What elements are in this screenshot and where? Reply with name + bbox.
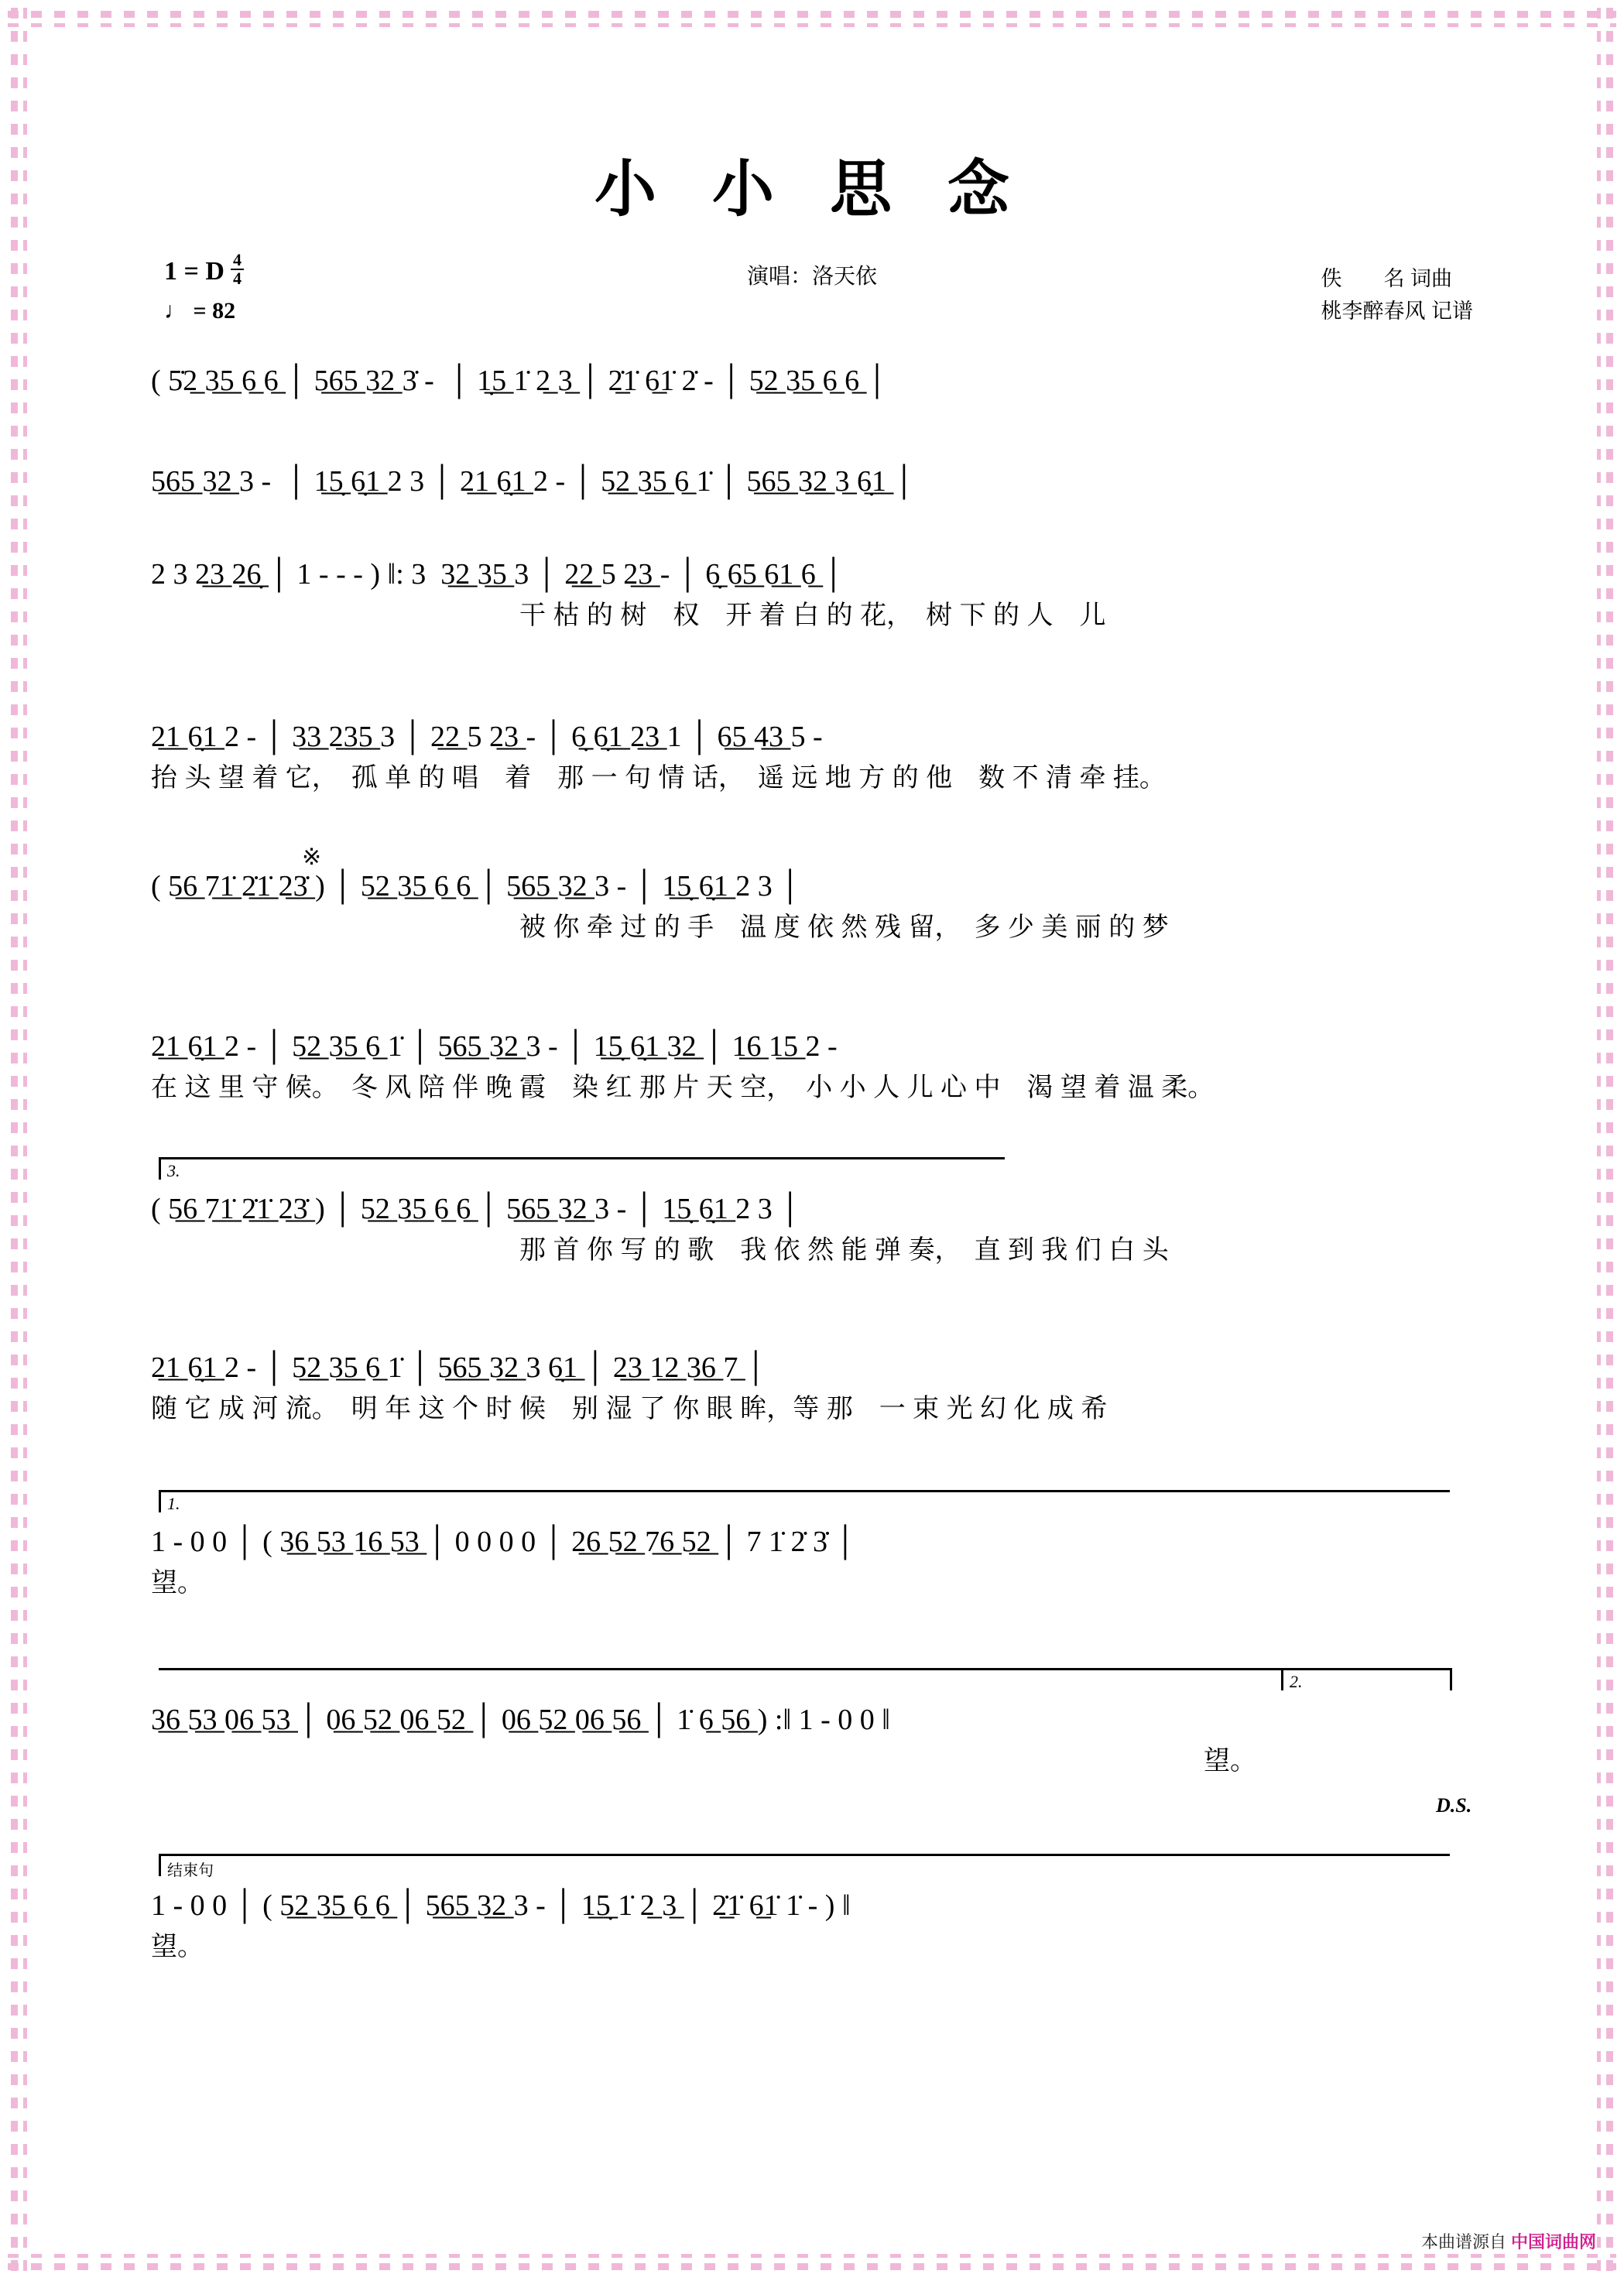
ending-bracket-3: [159, 1157, 1005, 1180]
coda-bracket: [159, 1854, 1450, 1879]
singer-label: 演唱：洛天依: [746, 264, 877, 288]
lyrics-row: 望。: [151, 1932, 204, 1961]
notation-row: ( 5̲6̲ 7̲1̲̇ 2̲̇1̲̇ 2̲3̲̇ ) │ 5̲2̲ 3̲5̲ 6̲ 6̲ │ 5̲6̲5̲ 3̲2̲ 3 - │ 1̲5̣̲ 6̣̲1̲ 2 3 │: [151, 870, 801, 902]
lyrics-row: 随 它 成 河 流。 明 年 这 个 时 候 别 湿 了 你 眼 眸，等 那 一 束 光 幻 化 成 希: [151, 1394, 1108, 1423]
footer-source: [1421, 2229, 1596, 2253]
credit-lyricist-composer: 佚 名 词曲: [1321, 267, 1452, 290]
footer-lead-text: 本曲谱源自: [1420, 2232, 1506, 2252]
ending-bracket-2-label: 2.: [1290, 1672, 1303, 1691]
time-signature: $\frac{4}{4}$: [231, 252, 244, 287]
footer-source-link[interactable]: 中国词曲网: [1510, 2232, 1596, 2252]
score-line-8: [151, 1347, 1482, 1429]
lyrics-row: 那 首 你 写 的 歌 我 依 然 能 弹 奏， 直 到 我 们 白 头: [151, 1235, 1169, 1265]
page-title: 小 小 思 念: [594, 156, 1030, 224]
credit-transcriber: 桃李醉春风 记谱: [1321, 299, 1473, 323]
notation-row: ( 5̇2̲ 3̲5̲ 6̲ 6̲ │ 5̲6̲5̲ 3̲2̲ 3̇ - │ 1̣̲5̲ 1̇ 2̲ 3̲ │ 2̲̇1̇ 6̲1̇ 2̇ - │ 5̲2̲ 3̲5̲ 6̲ 6̲ │: [151, 365, 888, 397]
score-line-10: [151, 1699, 1482, 1781]
notation-row: 2̲1̲ 6̣̲1̲ 2 - │ 5̲2̲ 3̲5̲ 6̲ 1̇ │ 5̲6̲5̲ 3̲2̲ 3 - │ 1̲5̣̲ 6̣̲1̲ 3̲2̲ │ 1̲6̲ 1̲5̲ 2 -: [151, 1030, 838, 1063]
lyrics-row: 在 这 里 守 候。 冬 风 陪 伴 晚 霞 染 红 那 片 天 空， 小 小 人 儿 心 中 渴 望 着 温 柔。: [151, 1073, 1215, 1102]
lyrics-row: 望。: [151, 1568, 204, 1598]
notation-row: 2̲1̲ 6̣̲1̲ 2 - │ 5̲2̲ 3̲5̲ 6̲ 1̇ │ 5̲6̲5̲ 3̲2̲ 3 6̣̲1̲ │ 2̲3̲ 1̲2̲ 3̲6̲ 7̲ │: [151, 1351, 766, 1384]
score-line-5: [151, 865, 1482, 947]
ending-bracket-3-label: 3.: [167, 1161, 180, 1180]
lyrics-row: 干 枯 的 树 权 开 着 白 的 花， 树 下 的 人 儿: [151, 601, 1106, 630]
score-line-4: [151, 716, 1482, 798]
notation-row: 1 - 0 0 │ ( 5̲2̲ 3̲5̲ 6̲ 6̲ │ 5̲6̲5̲ 3̲2̲ 3 - │ 1̲5̣̲ 1̇ 2̲ 3̲ │ 2̲̇1̇ 6̲1̇ 1̇ - ) ‖: [151, 1889, 851, 1922]
key-signature: 1 = D: [164, 257, 224, 286]
ending-bracket-1: [159, 1490, 1450, 1512]
notation-row: 5̲6̲5̲ 3̲2̲ 3 - │ 1̲5̣̲ 6̣̲1̲ 2 3 │ 2̲1̲ 6̣̲1̲ 2 - │ 5̲2̲ 3̲5̲ 6̲ 1̇ │ 5̲6̲5̲ 3̲2̲ 3̲ 6̣̲1̲ │: [151, 465, 915, 498]
tempo-marking: ♩ = 82: [164, 298, 236, 324]
ending-bracket-1-continuation: [159, 1668, 1281, 1690]
score-line-3: [151, 553, 1482, 635]
score-line-2: [151, 461, 1482, 502]
ds-marking: D.S.: [1436, 1794, 1472, 1817]
lyrics-row: 望。: [151, 1746, 1256, 1776]
score-line-1: [151, 360, 1482, 402]
segno-icon: ※: [302, 844, 322, 870]
notation-row: 3̲6̲ 5̲3̲ 0̲6̲ 5̲3̲ │ 0̲6̲ 5̲2̲ 0̲6̲ 5̲2̲ │ 0̲6̲ 5̲2̲ 0̲6̲ 5̲6̲ │ 1̇ 6̲ 5̲6̲ ) :‖ 1 - 0 0 ‖: [151, 1704, 890, 1736]
notation-row: 1 - 0 0 │ ( 3̲6̲ 5̲3̲ 1̲6̲ 5̲3̲ │ 0 0 0 0 │ 2̲6̲ 5̲2̲ 7̲6̲ 5̲2̲ │ 7 1̇ 2̇ 3̇ │: [151, 1526, 856, 1558]
score-line-6: [151, 1026, 1482, 1108]
lyrics-row: 被 你 牵 过 的 手 温 度 依 然 残 留， 多 少 美 丽 的 梦: [151, 913, 1169, 942]
notation-row: 2 3 2̲3̲ 2̲6̣̲ │ 1 - - - ) ‖: 3 3̲2̲ 3̲5̲ 3 │ 2̲2̲ 5 2̲3̲ - │ 6̣̲ 6̲5̲ 6̲1̲ 6̲ │: [151, 558, 845, 591]
key-signature-block: [164, 252, 244, 287]
lyrics-row: 抬 头 望 着 它， 孤 单 的 唱 着 那 一 句 情 话， 遥 远 地 方 的 他 数 不 清 牵 挂。: [151, 763, 1166, 793]
score-line-7: [151, 1188, 1482, 1270]
credits-block: [1321, 263, 1473, 328]
notation-row: ( 5̲6̲ 7̲1̲̇ 2̲̇1̲̇ 2̲3̲̇ ) │ 5̲2̲ 3̲5̲ 6̲ 6̲ │ 5̲6̲5̲ 3̲2̲ 3 - │ 1̲5̣̲ 6̣̲1̲ 2 3 │: [151, 1193, 801, 1225]
score-line-11: [151, 1885, 1482, 1967]
ending-bracket-1-label: 1.: [167, 1494, 180, 1513]
score-line-9: [151, 1521, 1482, 1603]
coda-bracket-label: 结束句: [167, 1862, 214, 1879]
ending-bracket-2: [1281, 1668, 1452, 1690]
notation-row: 2̲1̲ 6̣̲1̲ 2 - │ 3̲3̲ 2̲3̲5̲ 3 │ 2̲2̲ 5 2̲3̲ - │ 6̣̲ 6̣̲1̲ 2̲3̲ 1 │ 6̲5̲ 4̲3̲ 5 -: [151, 721, 823, 753]
